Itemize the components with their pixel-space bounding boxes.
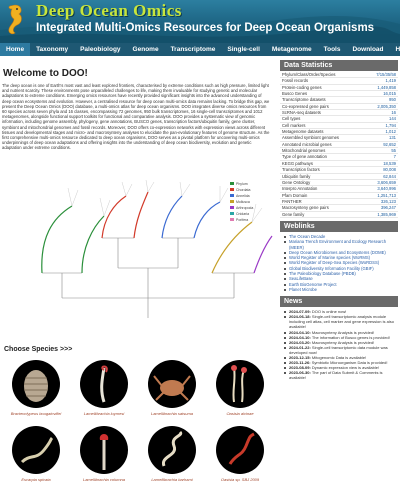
- stat-label: Fossil records: [282, 78, 309, 84]
- stat-label: Gene family: [282, 211, 305, 217]
- news-text[interactable]: The information of Busco genes is provided!: [310, 334, 390, 340]
- nav-genome[interactable]: Genome: [132, 46, 159, 53]
- news-text[interactable]: DOO is online now!: [310, 309, 347, 315]
- stat-label: KEGG pathways: [282, 160, 313, 166]
- coiled-tubeworm-icon: [148, 426, 196, 474]
- news-item: [284, 370, 396, 380]
- weblinks-heading: Weblinks: [280, 221, 398, 232]
- nav-transcriptome[interactable]: Transcriptome: [170, 46, 216, 53]
- species-image[interactable]: [148, 360, 196, 408]
- nav-home[interactable]: Home: [0, 43, 30, 56]
- stat-value[interactable]: 950: [389, 97, 396, 103]
- stat-value[interactable]: 7/15/35/58: [376, 72, 396, 77]
- nav-paleobiology[interactable]: Paleobiology: [80, 46, 121, 53]
- species-image[interactable]: [80, 360, 128, 408]
- stat-value[interactable]: 1,012: [385, 129, 396, 135]
- svg-text:Mollusca: Mollusca: [236, 200, 250, 204]
- news-text[interactable]: Single-cell transcriptomic data module was developed now!: [289, 344, 388, 355]
- news-panel: [280, 296, 398, 380]
- svg-text:Phylum: Phylum: [236, 182, 248, 186]
- news-list: [280, 307, 398, 380]
- news-text[interactable]: Macrosynteny Analysis is provided!: [310, 329, 375, 335]
- species-image[interactable]: [148, 426, 196, 474]
- main-nav: [0, 43, 410, 56]
- weblink-item[interactable]: The Paleobiology Database (PBDB): [284, 271, 396, 276]
- stat-label: Annotated microbial genes: [282, 141, 332, 147]
- species-card[interactable]: [208, 360, 272, 424]
- stat-value[interactable]: 55: [391, 148, 396, 154]
- nav-metagenome[interactable]: Metagenome: [271, 46, 312, 53]
- stat-value[interactable]: 326,123: [380, 198, 396, 204]
- svg-text:Chordata: Chordata: [236, 188, 251, 192]
- nav-single-cell[interactable]: Single-cell: [227, 46, 260, 53]
- stat-value[interactable]: 131: [389, 135, 396, 141]
- species-name[interactable]: Oasisia alvinae: [226, 411, 254, 416]
- intro-paragraph: The deep ocean is one of Earth's most vast and least explored frontiers, characterised by extreme conditions such as high pressure, limited light and nutrient scarcity. These environments pose unparalleled challenges to life, making them invaluable for studying genetic and molecular adaptations to extreme conditions. Emerging omics resources have recently provided significant insights into the advanced understanding of deep ocean ecosystems and evolution. However, a centralised resource for deep ocean multi-omics data remains lacking. To bridge this gap, we present the Deep Ocean Omics (DOO) database, a multi-omics atlas for deep ocean organisms. DOO integrates diverse omics resources from 60 species across seven phyla and 16 classes, encompassing 72 genomes, 950 bulk transcriptomes, 16 single-cell transcriptomes and 1012 metagenomes, alongside functional support toolkits for functional and comparative analysis. DOO provides a systematic view of genomic information, including genome assembly, phylogeny, gene annotations, BUSCO genes, transcription factors/ubiquitin family, gene cluster, symbiont and mitochondrial genomes and fossil records. Moreover, DOO offers co-expression networks with expression views across different tissues and developmental stages and micro- and macrosynteny analyses to elucidate the pan-evolutionary features of genome structure. As the first comprehensive multi-omics resource dedicated to deep ocean organisms, DOO serves as a pivotal platform for uncovering multi-omics underpinnings of deep ocean adaptations and offering insights into the understanding of deep ocean biodiversity, evolution and genetic adaptation under extreme conditions.: [2, 83, 270, 151]
- stat-value[interactable]: 1,385,969: [377, 211, 396, 217]
- stat-value[interactable]: 62,844: [383, 173, 396, 179]
- news-text[interactable]: Macrosynteny Analysis is provided!: [310, 339, 375, 345]
- species-name[interactable]: Lamellibrachia columna: [82, 477, 126, 482]
- weblink-item[interactable]: SeaLifeBase: [284, 276, 396, 281]
- stat-value[interactable]: 16: [391, 110, 396, 116]
- species-image[interactable]: [216, 360, 264, 408]
- news-text[interactable]: Single-cell transcriptomic analysis module including cell atlas, cell marker and gene expression is also available!: [289, 314, 394, 330]
- species-card[interactable]: [72, 360, 136, 424]
- site-header: [0, 0, 400, 43]
- weblink-item[interactable]: World Register of Deep-Sea Species (WoRDSS): [284, 260, 396, 265]
- species-name[interactable]: Escarpia spicata: [21, 477, 51, 482]
- weblink-item[interactable]: The Ocean Decade: [284, 234, 396, 239]
- crab-icon: [148, 360, 196, 408]
- stat-value[interactable]: 1,251,713: [377, 192, 396, 198]
- stat-label: Metagenome datasets: [282, 129, 324, 135]
- news-date: 2024-04-10:: [289, 334, 311, 340]
- stat-value[interactable]: 18,539: [383, 160, 396, 166]
- species-card[interactable]: [72, 426, 136, 490]
- species-gallery: [4, 360, 276, 490]
- species-name[interactable]: Lamellibrachia luymesi: [83, 411, 125, 416]
- species-name[interactable]: Lamellibrachia satsuma: [150, 411, 194, 416]
- svg-text:Porifera: Porifera: [236, 218, 249, 222]
- svg-text:Arthropoda: Arthropoda: [236, 206, 254, 210]
- stat-value[interactable]: 92,652: [383, 141, 396, 147]
- stat-label: Phylum/Class/Order/Species: [282, 72, 336, 77]
- species-card[interactable]: [4, 426, 68, 490]
- weblink-item[interactable]: Earth BioGenome Project: [284, 282, 396, 287]
- weblink-item[interactable]: Planet Microbe: [284, 287, 396, 292]
- news-text[interactable]: Dynamic expression view is available!: [310, 365, 380, 371]
- stat-value[interactable]: 144: [389, 116, 396, 122]
- stat-value[interactable]: 7: [393, 154, 396, 160]
- news-date: 2024-07-09:: [289, 309, 311, 315]
- stat-value[interactable]: 2,005,350: [377, 103, 396, 109]
- stat-label: Transcriptome datasets: [282, 97, 326, 103]
- weblink-item[interactable]: World Register of Marine species (WoRMS): [284, 255, 396, 260]
- stat-value[interactable]: 1,449,858: [377, 84, 396, 90]
- species-name[interactable]: Lamellibrachia barhami: [151, 477, 193, 482]
- tubeworm-icon: [80, 360, 128, 408]
- news-date: 2024-04-10:: [289, 329, 311, 335]
- phylogenetic-tree-icon: [22, 178, 274, 328]
- stat-label: Cell markers: [282, 122, 306, 128]
- nav-tools[interactable]: Tools: [323, 46, 341, 53]
- weblink-item[interactable]: Deep Ocean Microbiomes and Ecosystems (DOME): [284, 250, 396, 255]
- news-date: 2024-06-18:: [289, 314, 311, 320]
- species-image[interactable]: [12, 360, 60, 408]
- weblink-item[interactable]: Global Biodiversity Information Facility (GBIF): [284, 266, 396, 271]
- species-name[interactable]: Oasisia sp. SBJ 2009: [220, 477, 260, 482]
- nav-help[interactable]: Help: [395, 46, 410, 53]
- stat-label: PANTHER: [282, 198, 302, 204]
- species-card[interactable]: [140, 426, 204, 490]
- stat-label: Type of gene annotation: [282, 154, 327, 160]
- news-text[interactable]: The part of Data Submit & Comments is available!: [289, 370, 383, 381]
- news-item: [284, 345, 396, 355]
- stat-label: Gene Ontology: [282, 179, 311, 185]
- stat-label: Assembled symbiont genomes: [282, 135, 340, 141]
- species-image[interactable]: [80, 426, 128, 474]
- stat-value[interactable]: 3,606,659: [377, 179, 396, 185]
- stat-row: [280, 212, 398, 218]
- stat-value[interactable]: 1,419: [385, 78, 396, 84]
- news-date: 2023-06-30:: [289, 370, 311, 376]
- stat-label: Cell types: [282, 116, 301, 122]
- stat-label: Ubiquitin family: [282, 173, 311, 179]
- species-card[interactable]: [208, 426, 272, 490]
- stat-value[interactable]: 80,008: [383, 167, 396, 173]
- data-statistics-table: [280, 72, 398, 218]
- news-heading: News: [280, 296, 398, 307]
- page-title: Welcome to DOO!: [3, 68, 88, 79]
- species-card[interactable]: [140, 360, 204, 424]
- stat-value[interactable]: 3,640,996: [377, 186, 396, 192]
- stat-label: Macrosynteny gene pairs: [282, 205, 329, 211]
- nav-taxonomy[interactable]: Taxonomy: [36, 46, 69, 53]
- worm-icon: [12, 426, 60, 474]
- stat-value[interactable]: 396,247: [380, 205, 396, 211]
- news-date: 2023-12-15:: [289, 355, 311, 361]
- stat-label: Transcription factors: [282, 167, 320, 173]
- nav-download[interactable]: Download: [352, 46, 384, 53]
- stat-label: Pfam Domain: [282, 192, 308, 198]
- stat-value[interactable]: 16,015: [383, 91, 396, 97]
- main-content: [2, 60, 274, 491]
- svg-text:Cnidaria: Cnidaria: [236, 212, 250, 216]
- choose-species-heading: Choose Species >>>: [4, 346, 73, 353]
- tubeworm-red-plume-icon: [80, 426, 128, 474]
- weblink-item[interactable]: Mariana Trench Environment and Ecology Research (MEER): [284, 239, 396, 250]
- stat-label: ScRNA-seq datasets: [282, 110, 321, 116]
- stat-label: Mitochondrial genomes: [282, 148, 326, 154]
- news-date: 2024-03-20:: [289, 339, 311, 345]
- news-date: 2023-11-26:: [289, 360, 311, 366]
- seahorse-logo-icon[interactable]: [3, 3, 27, 37]
- tubeworm-cluster-icon: [216, 360, 264, 408]
- news-date: 2023-08-09:: [289, 365, 311, 371]
- isopod-icon: [12, 360, 60, 408]
- stat-value[interactable]: 1,794: [385, 122, 396, 128]
- weblinks-panel: [280, 221, 398, 292]
- red-worm-icon: [216, 426, 264, 474]
- weblinks-list: [280, 232, 398, 292]
- species-name[interactable]: Bracteoclypeus bougainvillei: [10, 411, 62, 416]
- news-text[interactable]: Mitogenomic Data is available!: [310, 355, 367, 361]
- data-statistics-heading: Data Statistics: [280, 60, 398, 71]
- news-text[interactable]: Symbiotic Microorganism Data is provided!: [310, 360, 388, 366]
- species-card[interactable]: [4, 360, 68, 424]
- stat-label: Co-expressed gene pairs: [282, 103, 329, 109]
- species-image[interactable]: [12, 426, 60, 474]
- svg-text:Annelida: Annelida: [236, 194, 250, 198]
- stat-label: Interpro Annotation: [282, 186, 318, 192]
- site-title[interactable]: Deep Ocean Omics: [36, 1, 182, 20]
- news-item: [284, 314, 396, 329]
- sidebar: [280, 60, 398, 380]
- phylogenetic-tree-figure[interactable]: [22, 178, 274, 328]
- news-date: 2024-01-22:: [289, 344, 311, 350]
- stat-label: Busco Genes: [282, 91, 308, 97]
- stat-label: Protein-coding genes: [282, 84, 322, 90]
- species-image[interactable]: [216, 426, 264, 474]
- site-subtitle: Integrated Multi-Omics Resources for Deep Ocean Organisms: [36, 22, 375, 34]
